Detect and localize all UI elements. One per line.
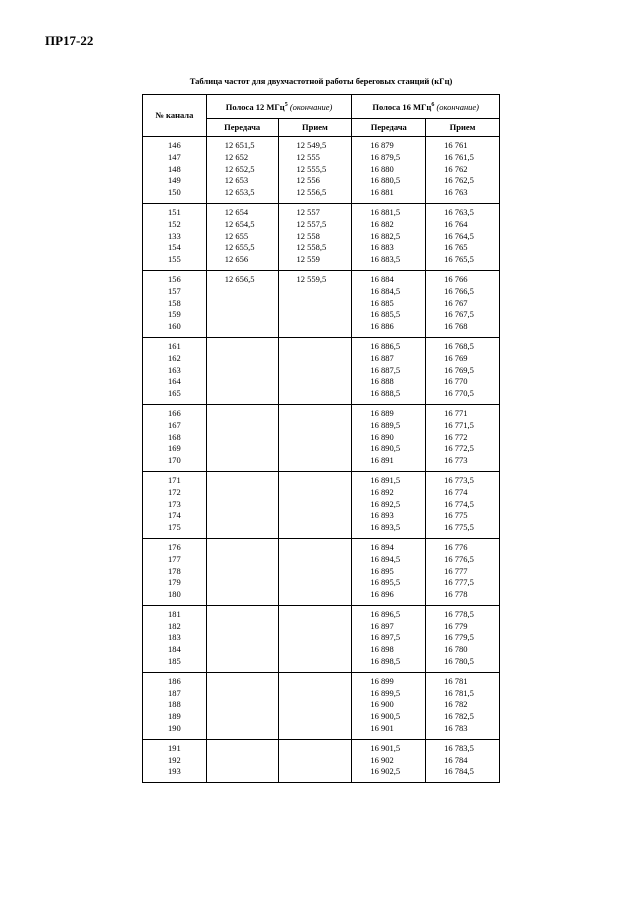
band-16-transmit-value: 16 879,5 [370, 151, 401, 162]
band-12-receive-value-cell [278, 270, 352, 337]
band-12-receive-value-cell [278, 605, 352, 672]
channel-number: 171 [167, 474, 181, 485]
channel-number-cell [143, 203, 207, 270]
band-12-transmit-value-cell [206, 471, 278, 538]
band-16-transmit-value: 16 884,5 [370, 285, 401, 296]
band-16-transmit-value: 16 898,5 [370, 656, 401, 667]
channel-number-cell [143, 404, 207, 471]
band-16-receive-value: 16 772,5 [444, 443, 474, 454]
band-16-receive-value: 16 771,5 [444, 419, 474, 430]
band-16-receive-value: 16 784 [444, 754, 468, 765]
band-16-transmit-value-cell [352, 404, 426, 471]
frequency-table [142, 94, 500, 783]
channel-number: 192 [167, 754, 181, 765]
channel-number: 162 [167, 352, 181, 363]
channel-number: 159 [167, 309, 181, 320]
band-16-receive-value: 16 778 [444, 589, 468, 600]
band-16-transmit-value: 16 889,5 [370, 419, 401, 430]
band-12-transmit-value-cell [206, 270, 278, 337]
band-16-transmit-value: 16 881,5 [370, 206, 401, 217]
band-16-transmit-value: 16 888,5 [370, 388, 401, 399]
band-12-transmit-value: 12 654 [224, 206, 249, 217]
band-16-receive-value: 16 773,5 [444, 474, 474, 485]
channel-number: 191 [167, 742, 181, 753]
channel-number: 173 [167, 498, 181, 509]
channel-number: 188 [167, 699, 181, 710]
band-16-receive-value: 16 776,5 [444, 553, 474, 564]
band-16-receive-value: 16 774,5 [444, 498, 474, 509]
channel-number: 175 [167, 522, 181, 533]
channel-number: 151 [167, 206, 181, 217]
channel-number: 161 [167, 340, 181, 351]
band-16-transmit-value: 16 900 [370, 699, 394, 710]
band-16-receive-value: 16 778,5 [444, 608, 474, 619]
band-16-receive-value: 16 763,5 [444, 206, 474, 217]
channel-number: 164 [167, 376, 181, 387]
channel-number: 172 [167, 486, 181, 497]
band-16-transmit-value: 16 901,5 [370, 742, 401, 753]
band-16-receive-value: 16 764,5 [444, 230, 474, 241]
channel-group-row [143, 404, 500, 471]
channel-number: 168 [167, 431, 181, 442]
band-16-receive-value: 16 765,5 [444, 254, 474, 265]
band-16-transmit-value: 16 888 [370, 376, 394, 387]
channel-number: 165 [167, 388, 181, 399]
band-12-transmit-value: 12 651,5 [224, 140, 255, 150]
band-12-transmit-value: 12 656,5 [224, 273, 255, 284]
band-16-receive-value: 16 771 [444, 407, 468, 418]
channel-group-row [143, 538, 500, 605]
channel-number: 147 [167, 151, 181, 162]
band-12-transmit-value: 12 653 [224, 175, 249, 186]
channel-number: 181 [167, 608, 181, 619]
channel-number: 184 [167, 644, 181, 655]
channel-number: 183 [167, 632, 181, 643]
band-16-transmit-value: 16 893 [370, 510, 394, 521]
band-16-transmit-value: 16 880 [370, 163, 394, 174]
band-16-receive-value: 16 770 [444, 376, 468, 387]
band-16-receive-value: 16 769 [444, 352, 468, 363]
band-16-transmit-value: 16 885 [370, 297, 394, 308]
channel-number: 189 [167, 711, 181, 722]
channel-group-row [143, 203, 500, 270]
band-16-receive-value: 16 784,5 [444, 766, 474, 777]
band-16-receive-value: 16 774 [444, 486, 468, 497]
page-id: ПР17-22 [45, 33, 94, 48]
band-12-receive-value: 12 558,5 [296, 242, 327, 253]
band-12-transmit-value: 12 653,5 [224, 187, 255, 198]
band-12-transmit-value-cell [206, 203, 278, 270]
channel-number-cell [143, 739, 207, 782]
band-16-transmit-value: 16 889 [370, 407, 394, 418]
band-16-receive-value: 16 781 [444, 675, 468, 686]
band-16-transmit-value: 16 897 [370, 620, 394, 631]
band-12-receive-value-cell [278, 337, 352, 404]
band-12-receive-value: 12 559,5 [296, 273, 327, 284]
band-16-receive-value: 16 783,5 [444, 742, 474, 753]
band-16-receive-value: 16 773 [444, 455, 468, 466]
band-16-transmit-value: 16 891 [370, 455, 394, 466]
band-16-receive-value-cell [426, 538, 500, 605]
band-16-transmit-value: 16 894 [370, 541, 394, 552]
channel-number: 185 [167, 656, 181, 667]
band-12-receive-value: 12 558 [296, 230, 320, 241]
band-16-receive-value: 16 782,5 [444, 711, 474, 722]
channel-number: 186 [167, 675, 181, 686]
channel-number: 149 [167, 175, 181, 186]
band-16-receive-value: 16 766,5 [444, 285, 474, 296]
band-12-receive-value-cell [278, 137, 352, 204]
band-12-transmit-value: 12 656 [224, 254, 249, 265]
channel-number: 148 [167, 163, 181, 174]
band-16-transmit-value-cell [352, 203, 426, 270]
band-16-transmit-value: 16 881 [370, 187, 394, 198]
band-12-transmit-value-cell [206, 739, 278, 782]
channel-group-row [143, 739, 500, 782]
band-16-receive-value-cell [426, 203, 500, 270]
band-16-receive-value: 16 764 [444, 218, 468, 229]
band-16-receive-value: 16 768 [444, 321, 468, 332]
band-16-transmit-value-cell [352, 672, 426, 739]
channel-group-row [143, 270, 500, 337]
band-16-receive-value: 16 777,5 [444, 577, 474, 588]
band-16-transmit-value: 16 886 [370, 321, 394, 332]
channel-number-cell [143, 137, 207, 204]
channel-number: 158 [167, 297, 181, 308]
band-16-receive-header: Прием [426, 119, 500, 137]
band-12-transmit-value: 12 655,5 [224, 242, 255, 253]
channel-number: 170 [167, 455, 181, 466]
band-12-receive-value: 12 555,5 [296, 163, 327, 174]
band-16-transmit-value: 16 884 [370, 273, 394, 284]
table-caption: Таблица частот для двухчастотной работы береговых станций (кГц) [189, 76, 453, 86]
channel-number: 154 [167, 242, 181, 253]
channel-group-row [143, 137, 500, 204]
band-16-receive-value-cell [426, 137, 500, 204]
band-16-transmit-value-cell [352, 137, 426, 204]
band-12-transmit-header: Передача [206, 119, 278, 137]
band-16-transmit-value: 16 890 [370, 431, 394, 442]
channel-number: 177 [167, 553, 181, 564]
band-16-header: Полоса 16 МГц$^6$ (окончание) [352, 95, 500, 119]
channel-number: 152 [167, 218, 181, 229]
band-16-transmit-value: 16 890,5 [370, 443, 401, 454]
band-12-receive-value-cell [278, 739, 352, 782]
channel-number-cell [143, 270, 207, 337]
band-16-receive-value-cell [426, 739, 500, 782]
band-16-receive-value: 16 776 [444, 541, 468, 552]
band-16-transmit-value-cell [352, 337, 426, 404]
band-16-transmit-value: 16 887,5 [370, 364, 401, 375]
channel-number: 180 [167, 589, 181, 600]
channel-column-header: № канала [143, 95, 207, 137]
channel-number: 155 [167, 254, 181, 265]
band-12-receive-value: 12 549,5 [296, 140, 327, 150]
channel-number-cell [143, 672, 207, 739]
band-12-transmit-value-cell [206, 672, 278, 739]
band-16-receive-value-cell [426, 404, 500, 471]
band-16-receive-value: 16 780,5 [444, 656, 474, 667]
band-16-transmit-value-cell [352, 605, 426, 672]
band-16-transmit-value: 16 902,5 [370, 766, 401, 777]
band-16-transmit-value-cell [352, 270, 426, 337]
band-16-transmit-value: 16 900,5 [370, 711, 401, 722]
band-12-receive-value: 12 557 [296, 206, 320, 217]
band-16-transmit-value: 16 891,5 [370, 474, 401, 485]
band-16-transmit-value: 16 899,5 [370, 687, 401, 698]
band-16-transmit-value: 16 896,5 [370, 608, 401, 619]
band-16-receive-value: 16 768,5 [444, 340, 474, 351]
band-16-receive-value: 16 767 [444, 297, 468, 308]
band-16-transmit-value: 16 886,5 [370, 340, 401, 351]
band-16-receive-value: 16 782 [444, 699, 468, 710]
channel-number: 163 [167, 364, 181, 375]
band-12-transmit-value: 12 654,5 [224, 218, 255, 229]
band-16-receive-value: 16 772 [444, 431, 468, 442]
band-12-transmit-value-cell [206, 605, 278, 672]
band-12-receive-header: Прием [278, 119, 352, 137]
band-16-receive-value: 16 766 [444, 273, 468, 284]
band-16-transmit-value: 16 901 [370, 723, 394, 734]
channel-number: 179 [167, 577, 181, 588]
channel-number: 156 [167, 273, 181, 284]
band-16-transmit-value: 16 892 [370, 486, 394, 497]
channel-number: 178 [167, 565, 181, 576]
band-16-transmit-header: Передача [352, 119, 426, 137]
channel-number-cell [143, 605, 207, 672]
band-12-receive-value-cell [278, 404, 352, 471]
band-16-receive-value-cell [426, 605, 500, 672]
band-16-receive-value: 16 761 [444, 140, 468, 150]
band-12-transmit-value: 12 652,5 [224, 163, 255, 174]
channel-number: 174 [167, 510, 181, 521]
band-16-transmit-value: 16 880,5 [370, 175, 401, 186]
band-16-transmit-value: 16 897,5 [370, 632, 401, 643]
band-16-receive-value: 16 779 [444, 620, 468, 631]
band-16-receive-value: 16 765 [444, 242, 468, 253]
band-16-transmit-value: 16 895 [370, 565, 394, 576]
band-16-transmit-value: 16 899 [370, 675, 394, 686]
band-12-receive-value: 12 556 [296, 175, 320, 186]
band-12-transmit-value: 12 655 [224, 230, 249, 241]
band-12-receive-value-cell [278, 203, 352, 270]
band-12-receive-value: 12 557,5 [296, 218, 327, 229]
band-12-transmit-value-cell [206, 137, 278, 204]
channel-number: 166 [167, 407, 181, 418]
band-16-transmit-value: 16 896 [370, 589, 394, 600]
band-16-transmit-value-cell [352, 471, 426, 538]
band-16-transmit-value: 16 898 [370, 644, 394, 655]
channel-number-cell [143, 337, 207, 404]
channel-number: 190 [167, 723, 181, 734]
channel-number: 187 [167, 687, 181, 698]
band-16-receive-value: 16 762 [444, 163, 468, 174]
band-16-transmit-value: 16 893,5 [370, 522, 401, 533]
channel-number: 133 [167, 230, 181, 241]
band-12-receive-value: 12 559 [296, 254, 320, 265]
band-16-receive-value: 16 780 [444, 644, 468, 655]
band-12-transmit-value: 12 652 [224, 151, 249, 162]
band-16-receive-value: 16 781,5 [444, 687, 474, 698]
band-16-transmit-value: 16 882 [370, 218, 394, 229]
channel-group-row [143, 471, 500, 538]
band-16-receive-value-cell [426, 672, 500, 739]
band-12-receive-value-cell [278, 672, 352, 739]
band-16-receive-value: 16 779,5 [444, 632, 474, 643]
band-16-transmit-value: 16 892,5 [370, 498, 401, 509]
channel-group-row [143, 672, 500, 739]
channel-number: 182 [167, 620, 181, 631]
band-12-transmit-value-cell [206, 538, 278, 605]
band-12-receive-value: 12 555 [296, 151, 320, 162]
band-16-transmit-value: 16 894,5 [370, 553, 401, 564]
band-16-transmit-value: 16 879 [370, 140, 394, 150]
channel-number: 176 [167, 541, 181, 552]
channel-number: 150 [167, 187, 181, 198]
channel-group-row [143, 605, 500, 672]
band-16-receive-value: 16 775,5 [444, 522, 474, 533]
channel-number: 169 [167, 443, 181, 454]
band-16-transmit-value: 16 883,5 [370, 254, 401, 265]
band-16-receive-value: 16 777 [444, 565, 468, 576]
channel-number: 167 [167, 419, 181, 430]
channel-number: 157 [167, 285, 181, 296]
band-12-receive-value-cell [278, 471, 352, 538]
channel-number: 193 [167, 766, 181, 777]
band-16-receive-value: 16 762,5 [444, 175, 474, 186]
channel-number: 146 [167, 140, 181, 150]
band-16-receive-value: 16 770,5 [444, 388, 474, 399]
band-16-transmit-value: 16 883 [370, 242, 394, 253]
band-16-receive-value-cell [426, 471, 500, 538]
band-16-receive-value: 16 769,5 [444, 364, 474, 375]
band-16-receive-value-cell [426, 337, 500, 404]
band-16-transmit-value-cell [352, 538, 426, 605]
band-16-receive-value: 16 761,5 [444, 151, 474, 162]
band-16-transmit-value: 16 902 [370, 754, 394, 765]
band-12-receive-value-cell [278, 538, 352, 605]
band-16-receive-value-cell [426, 270, 500, 337]
band-16-receive-value: 16 767,5 [444, 309, 474, 320]
band-12-receive-value: 12 556,5 [296, 187, 327, 198]
band-16-transmit-value: 16 895,5 [370, 577, 401, 588]
band-16-transmit-value: 16 887 [370, 352, 394, 363]
band-16-receive-value: 16 775 [444, 510, 468, 521]
band-12-header: Полоса 12 МГц$^5$ (окончание) [206, 95, 352, 119]
band-16-transmit-value: 16 885,5 [370, 309, 401, 320]
channel-group-row [143, 337, 500, 404]
band-16-receive-value: 16 763 [444, 187, 468, 198]
channel-number: 160 [167, 321, 181, 332]
band-12-transmit-value-cell [206, 337, 278, 404]
band-16-receive-value: 16 783 [444, 723, 468, 734]
band-16-transmit-value: 16 882,5 [370, 230, 401, 241]
band-12-transmit-value-cell [206, 404, 278, 471]
channel-number-cell [143, 471, 207, 538]
channel-number-cell [143, 538, 207, 605]
band-16-transmit-value-cell [352, 739, 426, 782]
